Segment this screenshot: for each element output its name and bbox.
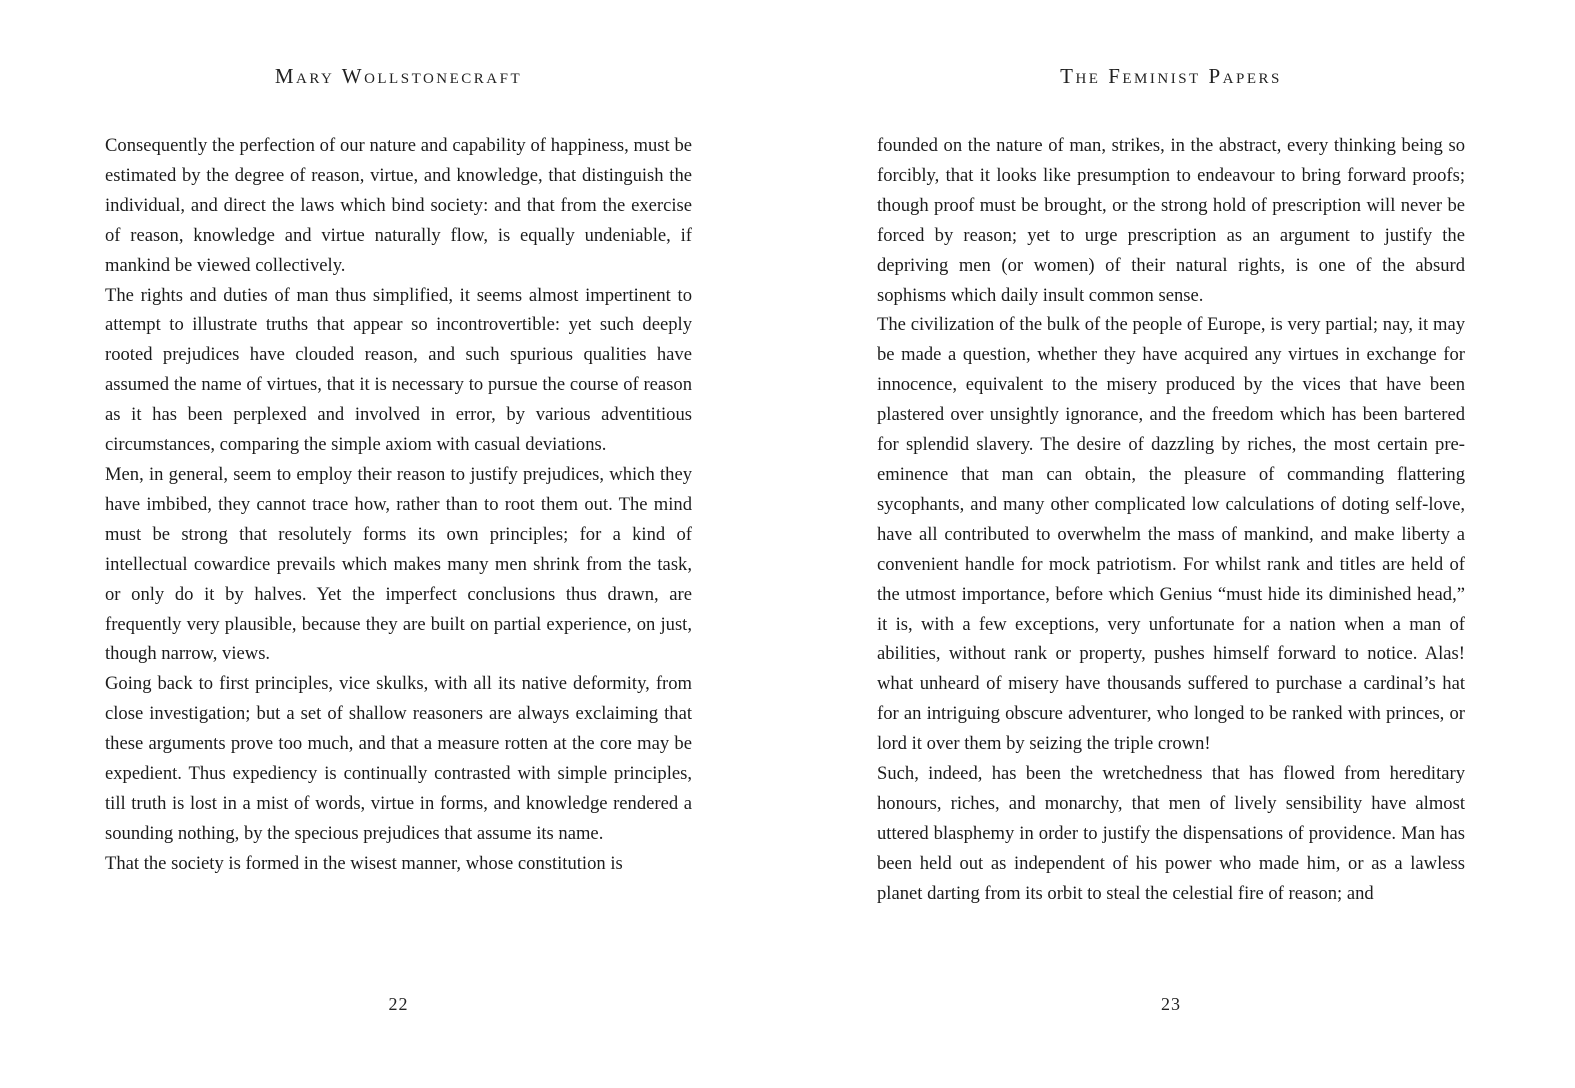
paragraph: founded on the nature of man, strikes, in the abstract, every thinking being so forcibly, that it looks like presumption to endeavour to bring forward proofs; though proof must be brought, or the strong hold of prescription will never be forced by reason; yet to urge prescription as an argument to justify the depriving men (or women) of their natural rights, is one of the absurd sophisms which daily insult common sense.: [877, 135, 1465, 306]
paragraph: Such, indeed, has been the wretchedness that has flowed from hereditary honours, riches, and monarchy, that men of lively sensibility have almost uttered blasphemy in order to justify the dispensations of providence. Man has been held out as independent of his power who made him, or as a lawless planet darting from its orbit to steal the celestial fire of reason; and: [877, 763, 1465, 904]
right-page-body: [877, 131, 1465, 909]
running-head-author: Mary Wollstonecraft: [274, 64, 523, 88]
right-page: [877, 0, 1465, 1088]
paragraph: Consequently the perfection of our nature and capability of happiness, must be estimated by the degree of reason, virtue, and knowledge, that distinguish the individual, and direct the laws which bind society: and that from the exercise of reason, knowledge and virtue naturally flow, is equally undeniable, if mankind be viewed collectively.: [105, 135, 692, 276]
paragraph: Men, in general, seem to employ their reason to justify prejudices, which they have imbibed, they cannot trace how, rather than to root them out. The mind must be strong that resolutely forms its own principles; for a kind of intellectual cowardice prevails which makes many men shrink from the task, or only do it by halves. Yet the imperfect conclusions thus drawn, are frequently very plausible, because they are built on partial experience, on just, though narrow, views.: [105, 463, 692, 665]
paragraph: That the society is formed in the wisest manner, whose constitution is: [105, 852, 623, 874]
page-number: 23: [1161, 994, 1181, 1014]
paragraph: The civilization of the bulk of the people of Europe, is very partial; nay, it may be made a question, whether they have acquired any virtues in exchange for innocence, equivalent to the misery produced by the vices that have been plastered over unsightly ignorance, and the freedom which has been bartered for splendid slavery. The desire of dazzling by riches, the most certain pre-eminence that man can obtain, the pleasure of commanding flattering sycophants, and many other complicated low calculations of doting self-love, have all contributed to overwhelm the mass of mankind, and make liberty a convenient handle for mock patriotism. For whilst rank and titles are held of the utmost importance, before which Genius “must hide its diminished head,” it is, with a few exceptions, very unfortunate for a nation when a man of abilities, without rank or property, pushes himself forward to notice. Alas! what unheard of misery have thousands suffered to purchase a cardinal’s hat for an intriguing obscure adventurer, who longed to be ranked with princes, or lord it over them by seizing the triple crown!: [877, 314, 1465, 755]
left-page-body: [105, 131, 692, 879]
left-page: [105, 0, 692, 1088]
running-head-title: The Feminist Papers: [1060, 64, 1282, 88]
paragraph: The rights and duties of man thus simplified, it seems almost impertinent to attempt to illustrate truths that appear so incontrovertible: yet such deeply rooted prejudices have clouded reason, and such spurious qualities have assumed the name of virtues, that it is necessary to pursue the course of reason as it has been perplexed and involved in error, by various adventitious circumstances, comparing the simple axiom with casual deviations.: [105, 284, 692, 456]
page-number: 22: [388, 994, 409, 1014]
paragraph: Going back to first principles, vice skulks, with all its native deformity, from close investigation; but a set of shallow reasoners are always exclaiming that these arguments prove too much, and that a measure rotten at the core may be expedient. Thus expediency is continually contrasted with simple principles, till truth is lost in a mist of words, virtue in forms, and knowledge rendered a sounding nothing, by the specious prejudices that assume its name.: [105, 673, 692, 844]
